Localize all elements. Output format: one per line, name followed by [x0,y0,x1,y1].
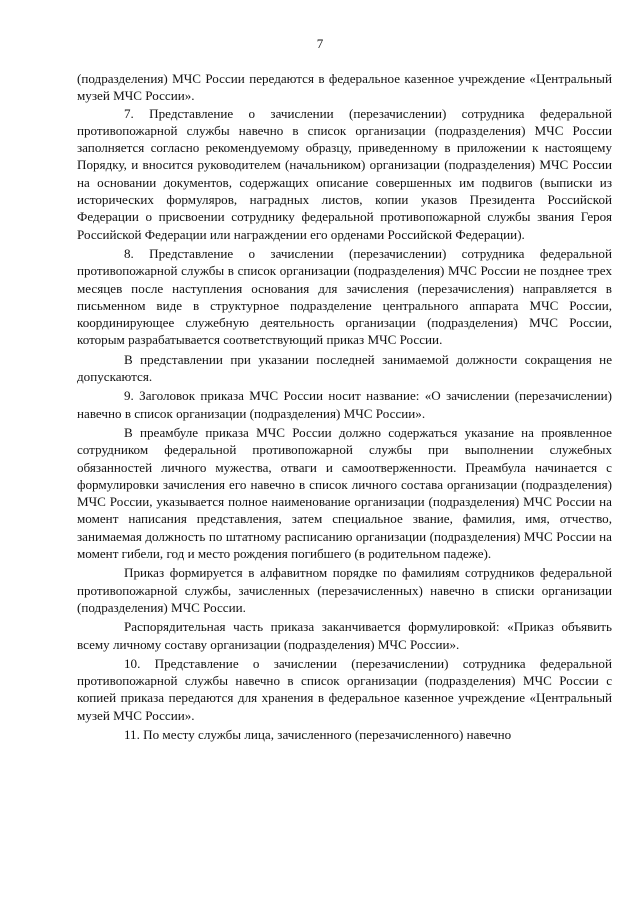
page-number: 7 [316,36,324,51]
paragraph: 9. Заголовок приказа МЧС России носит название: «О зачислении (перезачислении) навечно в список организации (подразделения) МЧС России». [77,388,612,421]
document-body [77,70,612,743]
paragraph: 10. Представление о зачислении (перезачислении) сотрудника федеральной противопожарной службы навечно в список организации (подразделения) МЧС России с копией приказа передаются для хранения в федеральное казенное учреждение «Центральный музей МЧС России». [77,655,612,723]
paragraph: В представлении при указании последней занимаемой должности сокращения не допускаются. [77,351,612,385]
paragraph: 8. Представление о зачислении (перезачислении) сотрудника федеральной противопожарной службы в список организации (подразделения) МЧС России не позднее трех месяцев после наступления основания для зачисления (перезачисления) направляется в письменном виде в структурное подразделение центрального аппарата МЧС России, координирующее служебную деятельность организации (подразделения) МЧС России, которым разрабатывается соответствующий приказ МЧС России. [77,245,612,348]
paragraph: В преамбуле приказа МЧС России должно содержаться указание на проявленное сотрудником федеральной противопожарной службы при выполнении служебных обязанностей личного мужества, отваги и самоотверженности. Преамбула начинается с формулировки зачисления его навечно в список личного состава организации (подразделения) МЧС России, указывается полное наименование организации (подразделения) МЧС России на момент написания представления, затем специальное звание, фамилия, имя, отчество, занимаемая должность по штатному расписанию организации (подразделения) МЧС России на момент гибели, год и место рождения погибшего (в родительном падеже). [77,424,612,562]
paragraph: 11. По месту службы лица, зачисленного (перезачисленного) навечно [124,726,512,742]
paragraph: 7. Представление о зачислении (перезачислении) сотрудника федеральной противопожарной службы навечно в список организации (подразделения) МЧС России заполняется согласно рекомендуемому образцу, приведенному в приложении к настоящему Порядку, и вносится руководителем (начальником) организации (подразделения) МЧС России на основании документов, содержащих описание совершенных им подвигов (выписки из исторических формуляров, наградных листов, копии указов Президента Российской Федерации о присвоении сотруднику федеральной противопожарной службы звания Героя Российской Федерации или награждении его орденами Российской Федерации). [77,105,612,242]
paragraph: (подразделения) МЧС России передаются в федеральное казенное учреждение «Центральный музей МЧС России». [77,71,612,104]
paragraph: Распорядительная часть приказа заканчивается формулировкой: «Приказ объявить всему личному составу организации (подразделения) МЧС России». [77,619,612,652]
paragraph: Приказ формируется в алфавитном порядке по фамилиям сотрудников федеральной противопожарной службы, зачисленных (перезачисленных) навечно в списки организации (подразделения) МЧС России. [77,565,612,615]
